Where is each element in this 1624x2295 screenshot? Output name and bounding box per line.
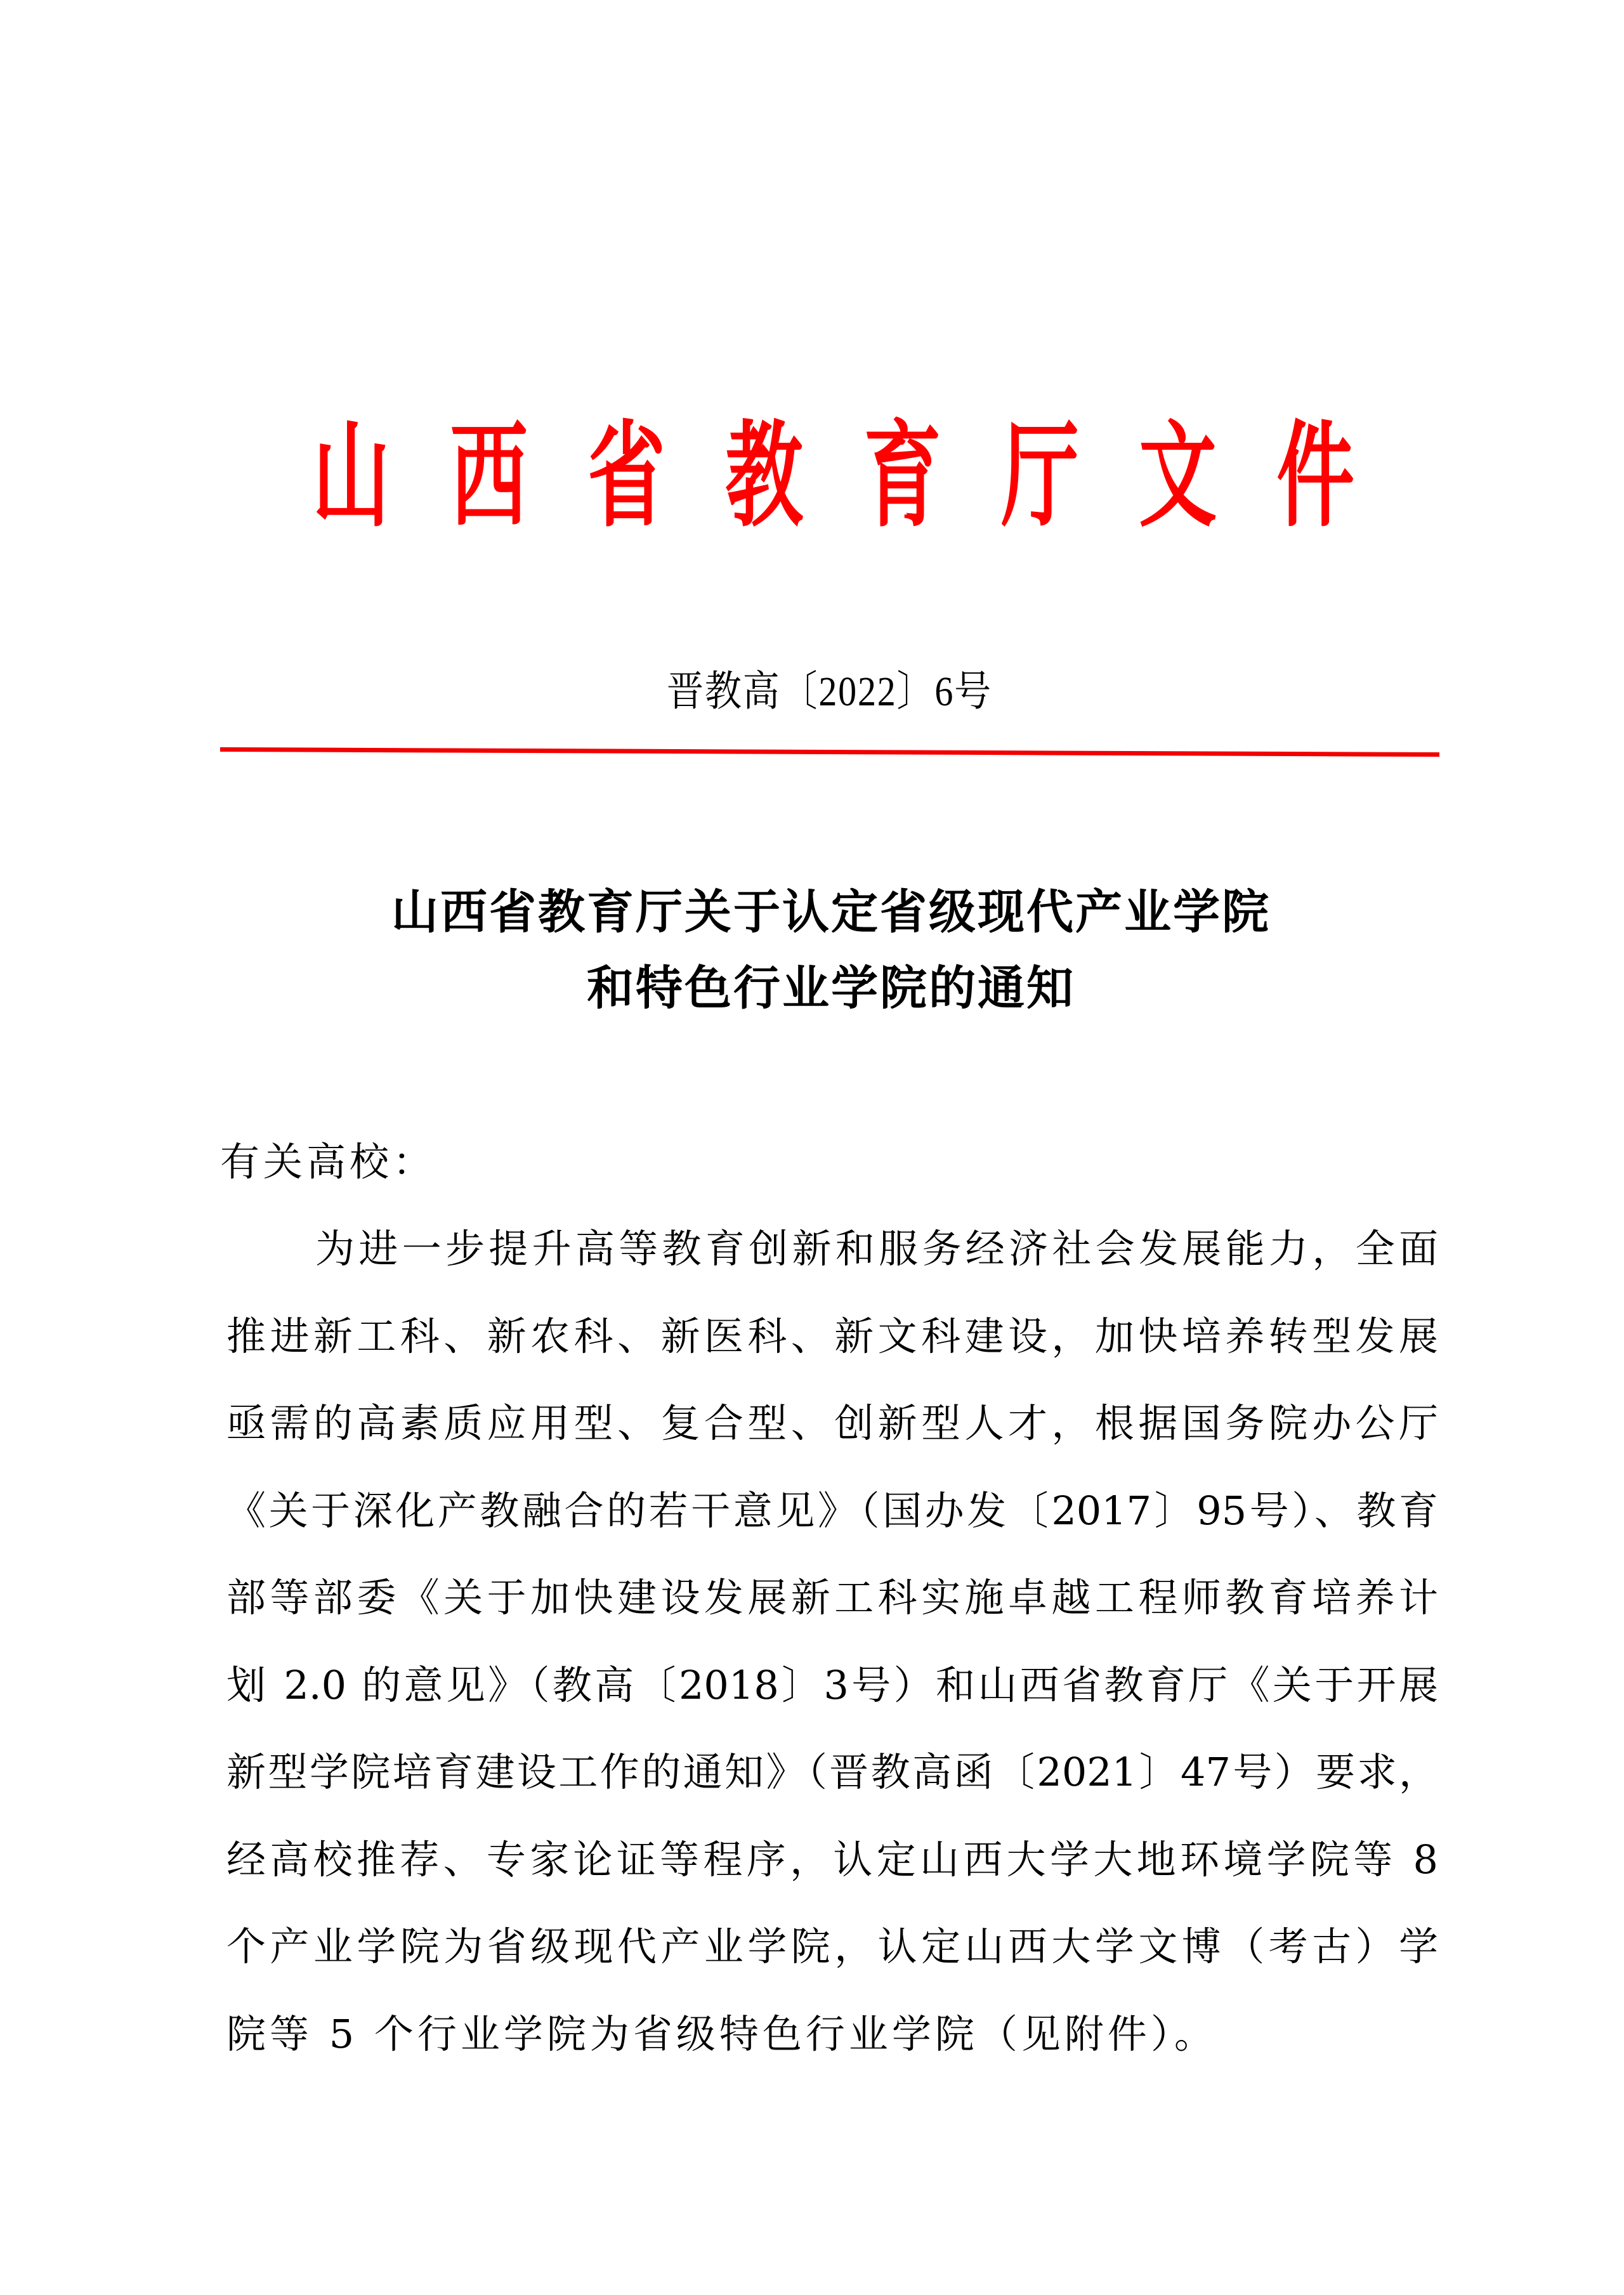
- masthead-char: 省: [587, 409, 666, 543]
- salutation: 有关高校：: [220, 1139, 436, 1185]
- masthead-char: 山: [312, 409, 390, 543]
- body-line: 亟需的高素质应用型、复合型、创新型人才，根据国务院办公厅: [226, 1400, 1438, 1446]
- document-number-text: 晋教高〔2022〕6号: [666, 669, 992, 715]
- body-line: 经高校推荐、专家论证等程序，认定山西大学大地环境学院等 8: [226, 1836, 1438, 1883]
- masthead-char: 教: [725, 409, 804, 543]
- masthead-char: 厅: [1001, 409, 1079, 543]
- body-line: 《关于深化产教融合的若干意见》（国办发〔2017〕95号）、教育: [226, 1488, 1438, 1534]
- body-line: 为进一步提升高等教育创新和服务经济社会发展能力，全面: [315, 1226, 1438, 1272]
- body-line: 推进新工科、新农科、新医科、新文科建设，加快培养转型发展: [226, 1313, 1438, 1359]
- masthead-char: 育: [863, 409, 941, 543]
- body-line: 个产业学院为省级现代产业学院，认定山西大学文博（考古）学: [226, 1923, 1438, 1970]
- masthead-char: 件: [1276, 409, 1354, 543]
- body-line: 新型学院培育建设工作的通知》（晋教高函〔2021〕47号）要求，: [226, 1749, 1438, 1795]
- document-number: [0, 664, 1624, 721]
- body-line-last: 院等 5 个行业学院为省级特色行业学院（见附件）。: [226, 2011, 1217, 2057]
- body-line: 划 2.0 的意见》（教高〔2018〕3号）和山西省教育厅《关于开展: [226, 1662, 1438, 1708]
- masthead-char: 文: [1139, 409, 1217, 543]
- notice-title-line-1: 山西省教育厅关于认定省级现代产业学院: [391, 885, 1271, 939]
- masthead-red-header: [298, 406, 1364, 546]
- masthead-char: 西: [450, 409, 528, 543]
- body-line: 部等部委《关于加快建设发展新工科实施卓越工程师教育培养计: [226, 1574, 1438, 1621]
- notice-title-line-2: 和特色行业学院的通知: [587, 961, 1075, 1016]
- red-separator-rule: [220, 747, 1439, 757]
